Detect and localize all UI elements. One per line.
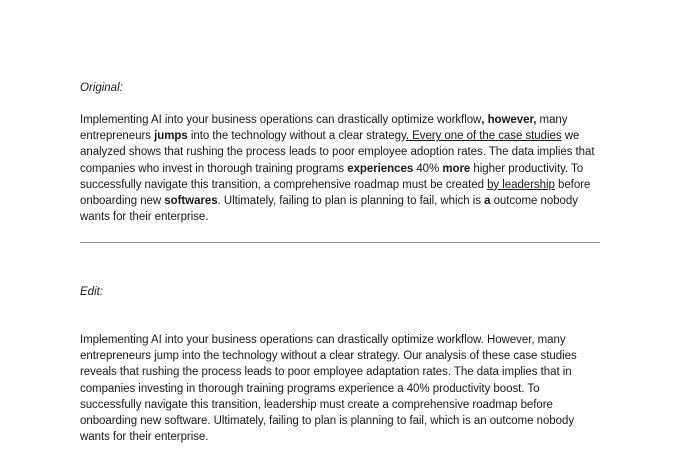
original-text-run: higher productivity. To successfully navigate this transition, a comprehensive roadmap must be created <box>80 162 584 191</box>
original-text-run: we analyzed shows that rushing the process leads to poor employee adoption rates. The data implies that companies who invest in thorough training programs <box>80 130 595 175</box>
original-paragraph <box>80 112 602 225</box>
edit-paragraph: Implementing AI into your business operations can drastically optimize workflow. However, many entrepreneurs jump into the technology without a clear strategy. Our analysis of these case studies reveals that rushing the process leads to poor employee adaptation rates. The data implies that in companies investing in thorough training programs experience a 40% productivity boost. To successfully navigate this transition, leadership must create a comprehensive roadmap before onboarding new software. Ultimately, failing to plan is planning to fail, which is an outcome nobody wants for their enterprise. <box>80 334 577 444</box>
underlined-edit-marker: . Every one of the case studies <box>405 130 562 143</box>
original-text-run: . Ultimately, failing to plan is planning to fail, which is <box>217 195 485 208</box>
bold-edit-marker: more <box>442 162 471 175</box>
edit-label: Edit: <box>80 286 104 298</box>
bold-edit-marker: a <box>484 195 491 208</box>
original-label: Original: <box>80 82 123 94</box>
original-text-run: many entrepreneurs <box>80 114 568 143</box>
bold-edit-marker: jumps <box>154 130 188 143</box>
original-text-run: 40% <box>413 162 443 175</box>
original-text-run: outcome nobody wants for their enterprise. <box>80 195 578 224</box>
original-text-run: before onboarding new <box>80 178 591 208</box>
original-text-run: Implementing AI into your business operations can drastically optimize workflow <box>80 114 482 126</box>
underlined-edit-marker: by leadership <box>487 178 555 191</box>
document-page <box>80 0 600 459</box>
section-divider <box>80 242 600 243</box>
bold-edit-marker: softwares <box>164 195 218 208</box>
bold-edit-marker: experiences <box>347 162 414 175</box>
bold-edit-marker: , however, <box>481 114 537 126</box>
original-text-run: into the technology without a clear strategy <box>187 130 406 143</box>
